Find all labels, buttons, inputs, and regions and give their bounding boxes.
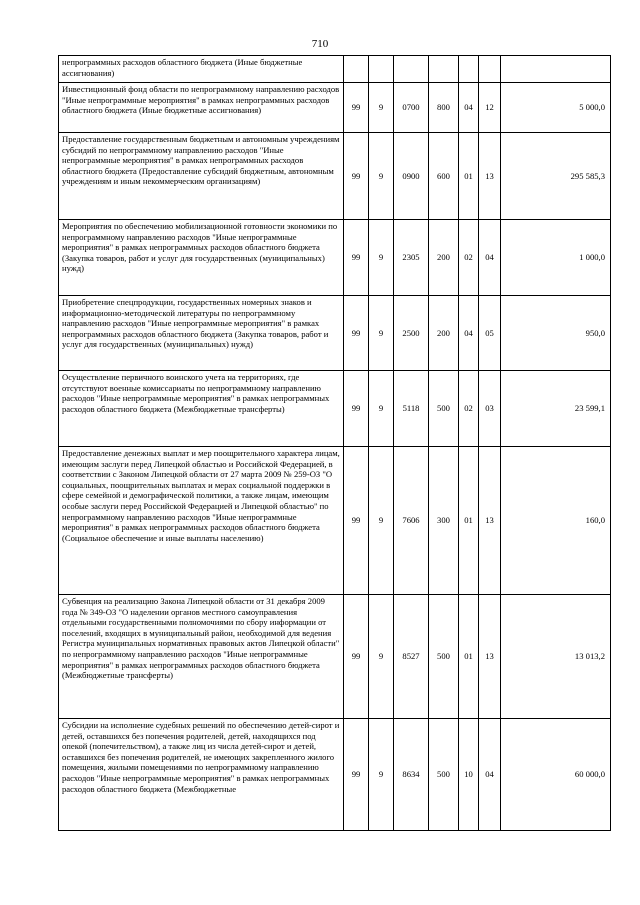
row-description: Субвенция на реализацию Закона Липецкой области от 31 декабря 2009 года № 349-ОЗ "О наделении органов местного самоуправления отдельными государственными полномочиями по сбору информации от поселений, входящих в муниципальный район, необходимой для ведения Регистра муниципальных нормативных правовых актов Липецкой области" по непрограммному направлению расходов "Иные непрограммные мероприятия" в рамках непрограммных расходов областного бюджета (Межбюджетные трансферты) bbox=[59, 595, 344, 719]
row-code-5: 10 bbox=[459, 719, 479, 831]
row-code-2: 9 bbox=[369, 447, 394, 595]
row-code-3: 8634 bbox=[394, 719, 429, 831]
row-amount bbox=[501, 56, 611, 83]
row-code-6: 13 bbox=[479, 447, 501, 595]
row-code-6: 04 bbox=[479, 719, 501, 831]
row-code-1: 99 bbox=[344, 447, 369, 595]
row-description: Мероприятия по обеспечению мобилизационной готовности экономики по непрограммному направлению расходов "Иные непрограммные мероприятия" в рамках непрограммных расходов областного бюджета (Закупка товаров, работ и услуг для государственных (муниципальных) нужд) bbox=[59, 220, 344, 296]
row-code-3: 0900 bbox=[394, 133, 429, 220]
row-code-4: 200 bbox=[429, 296, 459, 371]
row-code-4: 800 bbox=[429, 83, 459, 133]
row-code-1: 99 bbox=[344, 595, 369, 719]
row-code-4 bbox=[429, 56, 459, 83]
row-code-5: 01 bbox=[459, 447, 479, 595]
budget-table bbox=[58, 55, 611, 831]
row-code-1: 99 bbox=[344, 296, 369, 371]
row-description: непрограммных расходов областного бюджета (Иные бюджетные ассигнования) bbox=[59, 56, 344, 83]
table-row bbox=[59, 719, 611, 831]
row-code-6 bbox=[479, 56, 501, 83]
row-code-4: 500 bbox=[429, 371, 459, 447]
row-code-4: 600 bbox=[429, 133, 459, 220]
row-code-2: 9 bbox=[369, 595, 394, 719]
row-amount: 13 013,2 bbox=[501, 595, 611, 719]
row-amount: 1 000,0 bbox=[501, 220, 611, 296]
row-code-3: 2500 bbox=[394, 296, 429, 371]
row-code-2 bbox=[369, 56, 394, 83]
row-code-6: 05 bbox=[479, 296, 501, 371]
row-description: Приобретение спецпродукции, государственных номерных знаков и информационно-методической литературы по непрограммному направлению расходов "Иные непрограммные мероприятия" в рамках непрограммных расходов областного бюджета (Закупка товаров, работ и услуг для государственных (муниципальных) нужд) bbox=[59, 296, 344, 371]
table-row bbox=[59, 56, 611, 83]
row-code-1: 99 bbox=[344, 371, 369, 447]
row-description: Осуществление первичного воинского учета на территориях, где отсутствуют военные комиссариаты по непрограммному направлению расходов "Иные непрограммные мероприятия" в рамках непрограммных расходов областного бюджета (Межбюджетные трансферты) bbox=[59, 371, 344, 447]
row-amount: 295 585,3 bbox=[501, 133, 611, 220]
row-code-5: 01 bbox=[459, 595, 479, 719]
row-code-2: 9 bbox=[369, 296, 394, 371]
row-code-5: 02 bbox=[459, 220, 479, 296]
row-code-6: 04 bbox=[479, 220, 501, 296]
table-row bbox=[59, 371, 611, 447]
page-number: 710 bbox=[311, 38, 329, 50]
table-row bbox=[59, 595, 611, 719]
table-row bbox=[59, 447, 611, 595]
row-code-1: 99 bbox=[344, 719, 369, 831]
row-code-4: 300 bbox=[429, 447, 459, 595]
row-description: Субсидии на исполнение судебных решений по обеспечению детей-сирот и детей, оставшихся без попечения родителей, детей, находящихся под опекой (попечительством), а также лиц из числа детей-сирот и детей, оставшихся без попечения родителей, не имеющих закрепленного жилого помещения, жилыми помещениями по непрограммному направлению расходов "Иные непрограммные мероприятия" в рамках непрограммных расходов областного бюджета (Межбюджетные bbox=[59, 719, 344, 831]
row-code-3: 7606 bbox=[394, 447, 429, 595]
row-description: Предоставление денежных выплат и мер поощрительного характера лицам, имеющим заслуги перед Липецкой областью и Российской Федерацией, в соответствии с Законом Липецкой области от 27 марта 2009 № 259-ОЗ "О социальных, поощрительных выплатах и мерах социальной поддержки в сфере семейной и демографической политики, а также лицам, имеющим особые заслуги перед Российской Федерацией и Липецкой областью" по непрограммному направлению расходов "Иные непрограммные мероприятия" в рамках непрограммных расходов областного бюджета (Социальное обеспечение и иные выплаты населению) bbox=[59, 447, 344, 595]
row-code-3: 8527 bbox=[394, 595, 429, 719]
row-code-3: 0700 bbox=[394, 83, 429, 133]
row-description: Инвестиционный фонд области по непрограммному направлению расходов "Иные непрограммные мероприятия" в рамках непрограммных расходов областного бюджета (Иные бюджетные ассигнования) bbox=[59, 83, 344, 133]
row-amount: 950,0 bbox=[501, 296, 611, 371]
row-code-6: 03 bbox=[479, 371, 501, 447]
row-code-2: 9 bbox=[369, 371, 394, 447]
row-code-4: 200 bbox=[429, 220, 459, 296]
row-code-5: 02 bbox=[459, 371, 479, 447]
row-code-2: 9 bbox=[369, 719, 394, 831]
row-amount: 23 599,1 bbox=[501, 371, 611, 447]
row-code-2: 9 bbox=[369, 83, 394, 133]
row-code-6: 13 bbox=[479, 133, 501, 220]
row-code-2: 9 bbox=[369, 133, 394, 220]
table-row bbox=[59, 296, 611, 371]
row-code-1: 99 bbox=[344, 220, 369, 296]
row-description: Предоставление государственным бюджетным и автономным учреждениям субсидий по непрограммному направлению расходов "Иные непрограммные мероприятия" в рамках непрограммных расходов областного бюджета (Предоставление субсидий бюджетным, автономным учреждениям и иным некоммерческим организациям) bbox=[59, 133, 344, 220]
row-code-6: 12 bbox=[479, 83, 501, 133]
row-amount: 160,0 bbox=[501, 447, 611, 595]
row-code-3: 5118 bbox=[394, 371, 429, 447]
row-code-6: 13 bbox=[479, 595, 501, 719]
row-amount: 5 000,0 bbox=[501, 83, 611, 133]
table-row bbox=[59, 220, 611, 296]
row-code-5: 04 bbox=[459, 83, 479, 133]
row-code-3: 2305 bbox=[394, 220, 429, 296]
row-code-5: 04 bbox=[459, 296, 479, 371]
row-code-5 bbox=[459, 56, 479, 83]
row-amount: 60 000,0 bbox=[501, 719, 611, 831]
row-code-4: 500 bbox=[429, 719, 459, 831]
table-row bbox=[59, 83, 611, 133]
row-code-5: 01 bbox=[459, 133, 479, 220]
row-code-1 bbox=[344, 56, 369, 83]
row-code-4: 500 bbox=[429, 595, 459, 719]
row-code-1: 99 bbox=[344, 133, 369, 220]
row-code-2: 9 bbox=[369, 220, 394, 296]
row-code-1: 99 bbox=[344, 83, 369, 133]
table-row bbox=[59, 133, 611, 220]
row-code-3 bbox=[394, 56, 429, 83]
